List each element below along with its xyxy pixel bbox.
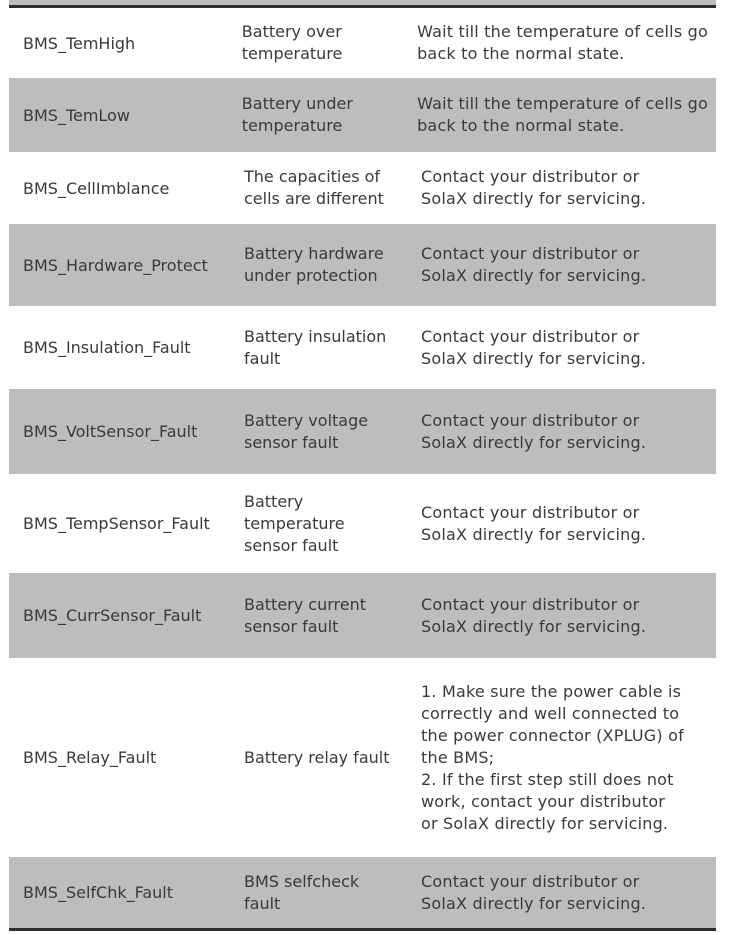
solution-line: Contact your distributor or xyxy=(421,410,640,430)
description-line: sensor fault xyxy=(244,535,339,555)
description-line: Battery voltage xyxy=(244,410,369,430)
table-row xyxy=(9,8,716,78)
description-line: BMS selfcheck xyxy=(244,871,360,891)
description-line: temperature xyxy=(241,44,343,63)
table-row xyxy=(9,152,716,224)
table-row xyxy=(9,306,716,389)
solution-cell xyxy=(412,594,716,638)
table-row xyxy=(9,573,716,658)
description-line: Battery xyxy=(244,491,304,511)
solution-cell xyxy=(412,871,716,915)
solution-cell xyxy=(412,410,716,454)
solution-line: SolaX directly for servicing. xyxy=(421,266,647,285)
solution-line: Contact your distributor or xyxy=(421,871,640,891)
description-cell xyxy=(235,491,412,557)
error-code-cell: BMS_CurrSensor_Fault xyxy=(23,606,202,625)
solution-cell xyxy=(408,21,716,65)
table-row xyxy=(9,857,716,928)
solution-line: the BMS; xyxy=(421,747,495,767)
description-cell xyxy=(235,326,412,370)
description-cell xyxy=(233,21,408,65)
solution-line: SolaX directly for servicing. xyxy=(421,348,647,368)
solution-line: work, contact your distributor xyxy=(421,791,666,811)
solution-line: the power connector (XPLUG) of xyxy=(421,725,684,745)
table-row xyxy=(9,658,716,857)
solution-line: Contact your distributor or xyxy=(421,326,640,346)
description-line: sensor fault xyxy=(244,616,339,636)
solution-cell xyxy=(412,681,716,835)
error-code-cell: BMS_Relay_Fault xyxy=(23,748,157,767)
solution-line: 2. If the first step still does not xyxy=(421,769,674,789)
description-cell xyxy=(235,747,412,769)
solution-line: back to the normal state. xyxy=(417,44,625,63)
error-code-cell: BMS_TemHigh xyxy=(23,33,136,53)
solution-line: correctly and well connected to xyxy=(421,703,680,723)
solution-line: Contact your distributor or xyxy=(421,167,640,186)
error-code-cell: BMS_TempSensor_Fault xyxy=(23,514,210,533)
table-row xyxy=(9,78,716,152)
error-code-cell: BMS_TemLow xyxy=(23,105,130,125)
table-row xyxy=(9,389,716,474)
solution-line: SolaX directly for servicing. xyxy=(421,524,647,544)
solution-line: back to the normal state. xyxy=(417,116,625,135)
description-cell xyxy=(235,594,412,638)
description-cell xyxy=(235,410,412,454)
description-line: under protection xyxy=(244,266,378,285)
solution-line: SolaX directly for servicing. xyxy=(421,432,647,452)
solution-line: Wait till the temperature of cells go xyxy=(417,94,708,113)
description-line: Battery under xyxy=(241,94,353,113)
description-line: Battery relay fault xyxy=(244,747,390,767)
solution-cell xyxy=(412,243,716,287)
description-line: cells are different xyxy=(244,189,384,208)
description-line: Battery current xyxy=(244,594,367,614)
description-line: Battery over xyxy=(241,22,342,41)
solution-cell xyxy=(412,166,716,210)
description-cell xyxy=(233,93,408,137)
description-cell xyxy=(235,243,412,287)
description-line: sensor fault xyxy=(244,432,339,452)
error-code-cell: BMS_VoltSensor_Fault xyxy=(23,422,198,441)
error-code-table xyxy=(9,0,716,931)
solution-cell xyxy=(408,93,716,137)
solution-line: SolaX directly for servicing. xyxy=(421,616,647,636)
description-cell xyxy=(235,871,412,915)
description-line: fault xyxy=(244,893,281,913)
error-code-cell: BMS_CellImblance xyxy=(23,178,170,198)
description-line: The capacities of xyxy=(244,167,381,186)
description-line: temperature xyxy=(241,116,343,135)
solution-line: SolaX directly for servicing. xyxy=(421,189,647,208)
table-row xyxy=(9,474,716,573)
solution-cell xyxy=(412,326,716,370)
solution-cell xyxy=(412,502,716,546)
solution-line: Wait till the temperature of cells go xyxy=(417,22,708,41)
table-body xyxy=(9,8,716,928)
solution-line: or SolaX directly for servicing. xyxy=(421,813,669,833)
description-cell xyxy=(235,166,412,210)
description-line: fault xyxy=(244,348,281,368)
error-code-cell: BMS_SelfChk_Fault xyxy=(23,883,173,902)
bottom-rule xyxy=(9,928,716,931)
description-line: Battery hardware xyxy=(244,244,384,263)
error-code-cell: BMS_Insulation_Fault xyxy=(23,338,191,357)
solution-line: Contact your distributor or xyxy=(421,502,640,522)
solution-line: Contact your distributor or xyxy=(421,244,640,263)
solution-line: SolaX directly for servicing. xyxy=(421,893,647,913)
error-code-cell: BMS_Hardware_Protect xyxy=(23,255,208,275)
description-line: Battery insulation xyxy=(244,326,387,346)
table-row xyxy=(9,224,716,306)
description-line: temperature xyxy=(244,513,345,533)
solution-line: Contact your distributor or xyxy=(421,594,640,614)
solution-line: 1. Make sure the power cable is xyxy=(421,681,682,701)
